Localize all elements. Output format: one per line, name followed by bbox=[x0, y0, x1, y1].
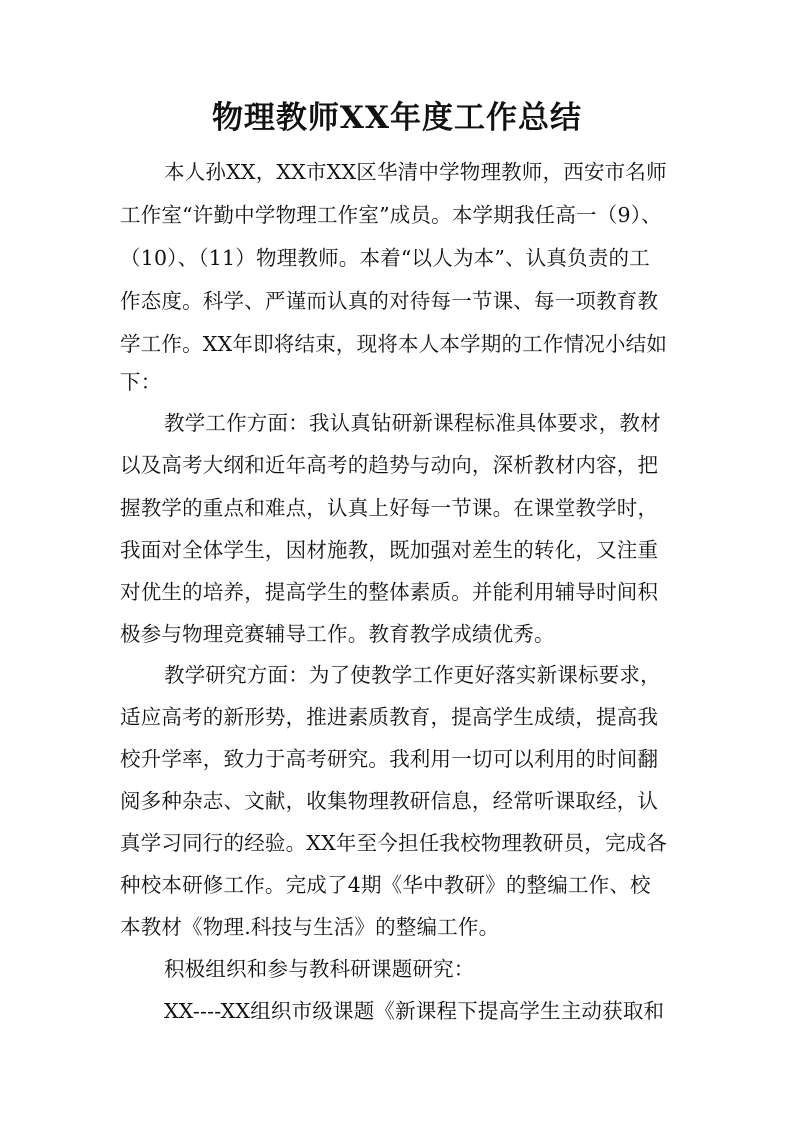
paragraph-line: 积极组织和参与教科研课题研究： bbox=[164, 957, 475, 981]
paragraph-line: 真学习同行的经验。XX年至今担任我校物理教研员，完成各 bbox=[120, 831, 668, 855]
document-title: 物理教师XX年度工作总结 bbox=[211, 100, 583, 136]
paragraph-line: 作态度。科学、严谨而认真的对待每一节课、每一项教育教 bbox=[120, 289, 659, 313]
paragraph-line: （10）、（11）物理教师。本着“以人为本”、认真负责的工 bbox=[120, 246, 650, 270]
paragraph-line: 本教材《物理.科技与生活》的整编工作。 bbox=[120, 915, 500, 939]
paragraph-line: 本人孙XX，XX市XX区华清中学物理教师，西安市名师 bbox=[164, 160, 667, 184]
paragraph-line: 校升学率，致力于高考研究。我利用一切可以利用的时间翻 bbox=[120, 747, 659, 771]
paragraph-line: 学工作。XX年即将结束，现将本人本学期的工作情况小结如 bbox=[120, 332, 668, 356]
paragraph-line: 教学工作方面：我认真钻研新课程标准具体要求，教材 bbox=[164, 411, 661, 435]
paragraph-line: 教学研究方面：为了使教学工作更好落实新课标要求， bbox=[164, 663, 661, 687]
paragraph-line: 我面对全体学生，因材施教，既加强对差生的转化，又注重 bbox=[120, 538, 659, 562]
paragraph-line: 以及高考大纲和近年高考的趋势与动向，深析教材内容，把 bbox=[120, 453, 659, 477]
paragraph-line: 极参与物理竞赛辅导工作。教育教学成绩优秀。 bbox=[120, 622, 555, 646]
paragraph-line: 种校本研修工作。完成了4期《华中教研》的整编工作、校 bbox=[120, 873, 651, 897]
paragraph-line: XX----XX组织市级课题《新课程下提高学生主动获取和 bbox=[164, 999, 665, 1023]
paragraph-line: 适应高考的新形势，推进素质教育，提高学生成绩，提高我 bbox=[120, 705, 659, 729]
paragraph-line: 阅多种杂志、文献，收集物理教研信息，经常听课取经，认 bbox=[120, 789, 659, 813]
paragraph-line: 握教学的重点和难点，认真上好每一节课。在课堂教学时， bbox=[120, 496, 659, 520]
paragraph-line: 下： bbox=[120, 370, 162, 394]
paragraph-line: 对优生的培养，提高学生的整体素质。并能利用辅导时间积 bbox=[120, 580, 659, 604]
paragraph-line: 工作室“许勤中学物理工作室”成员。本学期我任高一（9）、 bbox=[120, 203, 662, 227]
